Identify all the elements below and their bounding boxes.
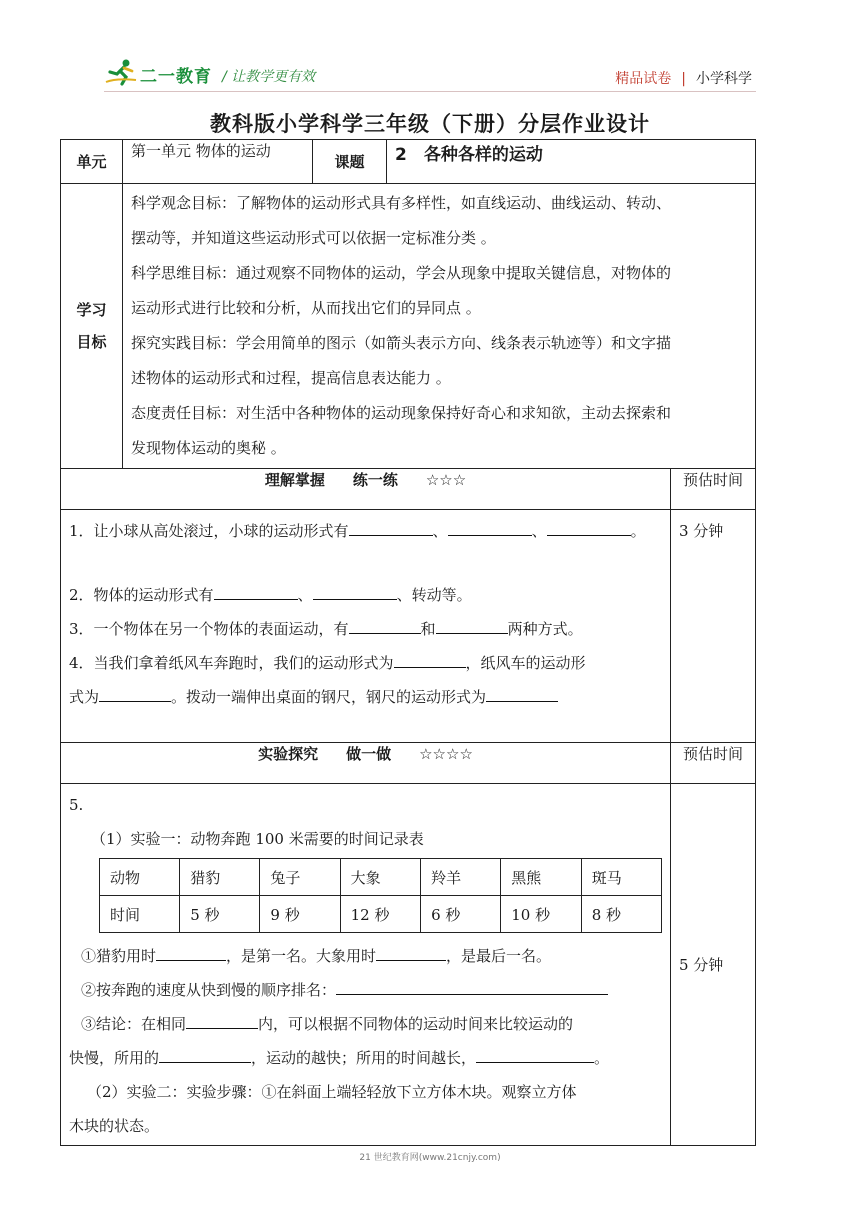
question-4-cont: 式为 。拨动一端伸出桌面的钢尺，钢尺的运动形式为 — [69, 680, 662, 714]
goal-line: 述物体的运动形式和过程，提高信息表达能力 。 — [131, 369, 451, 387]
worksheet-table — [60, 139, 756, 1146]
table-cell: 斑马 — [581, 859, 661, 896]
goals-label-line2: 目标 — [76, 333, 107, 351]
answer-blank[interactable] — [547, 517, 631, 536]
table-cell: 8 秒 — [581, 896, 661, 933]
table-cell: 黑熊 — [501, 859, 581, 896]
subject-tag: 小学科学 — [696, 71, 752, 87]
table-cell: 9 秒 — [260, 896, 340, 933]
section2-title — [61, 743, 671, 784]
section1-title-a: 理解掌握 — [264, 471, 325, 489]
section2-questions — [61, 784, 671, 1146]
section1-header — [61, 469, 756, 510]
section1-body — [61, 510, 756, 743]
answer-blank[interactable] — [349, 615, 421, 634]
section2-title-a: 实验探究 — [258, 745, 319, 763]
section1-time-label: 预估时间 — [671, 469, 756, 510]
answer-blank[interactable] — [99, 683, 171, 702]
answer-blank[interactable] — [214, 581, 298, 600]
sub-question-2: ②按奔跑的速度从快到慢的顺序排名： — [69, 973, 662, 1007]
spacer — [69, 548, 662, 578]
experiment-2-line2: 木块的状态。 — [69, 1117, 160, 1135]
goal-line: 发现物体运动的奥秘 。 — [131, 439, 286, 457]
header-tags — [615, 68, 752, 88]
answer-blank[interactable] — [186, 1010, 258, 1029]
goal-line: 科学观念目标：了解物体的运动形式具有多样性，如直线运动、曲线运动、转动、 — [131, 194, 672, 212]
goal-line: 运动形式进行比较和分析，从而找出它们的异同点 。 — [131, 299, 481, 317]
answer-blank[interactable] — [349, 517, 433, 536]
table-cell: 时间 — [100, 896, 180, 933]
page-footer: 21 世纪教育网(www.21cnjy.com) — [359, 1153, 501, 1163]
sub-question-1: ①猎豹用时 ，是第一名。大象用时 ，是最后一名。 — [69, 939, 662, 973]
section1-stars: ☆☆☆ — [425, 471, 467, 489]
lesson-label: 课题 — [313, 140, 387, 184]
page-header — [0, 0, 860, 100]
question-2: 2．物体的运动形式有 、 、转动等。 — [69, 578, 662, 612]
answer-blank[interactable] — [313, 581, 397, 600]
question-4: 4．当我们拿着纸风车奔跑时，我们的运动形式为 ，纸风车的运动形 — [69, 646, 662, 680]
slogan: / 让教学更有效 — [222, 69, 316, 85]
table-cell: 动物 — [100, 859, 180, 896]
answer-blank[interactable] — [159, 1044, 251, 1063]
lesson-value: 2 各种各样的运动 — [387, 140, 756, 184]
question-3: 3．一个物体在另一个物体的表面运动，有 和 两种方式。 — [69, 612, 662, 646]
table-cell: 12 秒 — [340, 896, 420, 933]
premium-tag: 精品试卷 — [615, 71, 672, 87]
section1-title — [61, 469, 671, 510]
table-cell: 猎豹 — [180, 859, 260, 896]
answer-blank[interactable] — [394, 649, 466, 668]
unit-row — [61, 140, 756, 184]
unit-label: 单元 — [61, 140, 123, 184]
table-cell: 10 秒 — [501, 896, 581, 933]
table-row — [100, 859, 662, 896]
table-cell: 5 秒 — [180, 896, 260, 933]
table-row — [100, 896, 662, 933]
section1-questions — [61, 510, 671, 743]
goal-line: 探究实践目标：学会用简单的图示（如箭头表示方向、线条表示轨迹等）和文字描 — [131, 334, 672, 352]
document-title: 教科版小学科学三年级（下册）分层作业设计 — [210, 112, 650, 136]
answer-blank[interactable] — [448, 517, 532, 536]
unit-value: 第一单元 物体的运动 — [123, 140, 313, 184]
section2-time-label: 预估时间 — [671, 743, 756, 784]
answer-blank[interactable] — [376, 942, 446, 961]
section2-time-value: 5 分钟 — [671, 784, 756, 1146]
goals-label-line1: 学习 — [76, 301, 107, 319]
table-cell: 6 秒 — [421, 896, 501, 933]
answer-blank[interactable] — [476, 1044, 594, 1063]
logo-text: 二一教育 — [140, 67, 212, 87]
answer-blank[interactable] — [336, 976, 608, 995]
answer-blank[interactable] — [436, 615, 508, 634]
goals-label — [61, 184, 123, 469]
experiment-2-line1: （2）实验二：实验步骤：①在斜面上端轻轻放下立方体木块。观察立方体 — [87, 1083, 577, 1101]
answer-blank[interactable] — [486, 683, 558, 702]
running-person-logo-icon — [104, 58, 138, 86]
answer-blank[interactable] — [156, 942, 226, 961]
section2-header — [61, 743, 756, 784]
goal-line: 摆动等，并知道这些运动形式可以依据一定标准分类 。 — [131, 229, 496, 247]
sub-question-3: ③结论：在相同 内，可以根据不同物体的运动时间来比较运动的 — [69, 1007, 662, 1041]
goals-content — [123, 184, 756, 469]
table-cell: 大象 — [340, 859, 420, 896]
experiment-1-title: （1）实验一：动物奔跑 100 米需要的时间记录表 — [91, 830, 424, 848]
goals-row — [61, 184, 756, 469]
section2-title-b: 做一做 — [346, 745, 392, 763]
goal-line: 态度责任目标：对生活中各种物体的运动现象保持好奇心和求知欲，主动去探索和 — [131, 404, 672, 422]
section1-time-value: 3 分钟 — [671, 510, 756, 743]
section2-stars: ☆☆☆☆ — [419, 745, 473, 763]
section1-title-b: 练一练 — [352, 471, 398, 489]
question-5-number: 5. — [69, 796, 84, 814]
header-divider — [104, 91, 756, 92]
table-cell: 兔子 — [260, 859, 340, 896]
section2-body — [61, 784, 756, 1146]
question-1: 1．让小球从高处滚过，小球的运动形式有 、 、 。 — [69, 514, 662, 548]
tag-separator: | — [681, 71, 686, 87]
goal-line: 科学思维目标：通过观察不同物体的运动，学会从现象中提取关键信息，对物体的 — [131, 264, 672, 282]
sub-question-3-cont: 快慢，所用的 ，运动的越快；所用的时间越长， 。 — [69, 1041, 662, 1075]
animal-time-table — [99, 858, 662, 933]
table-cell: 羚羊 — [421, 859, 501, 896]
